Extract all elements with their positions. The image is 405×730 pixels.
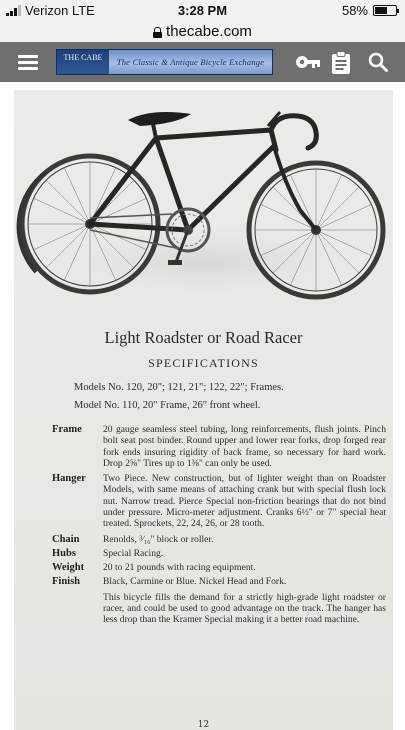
status-right (342, 3, 397, 18)
models-line: Models No. 120, 20"; 121, 21"; 122, 22"; Frames. (74, 382, 284, 393)
catalog-title: Light Roadster or Road Racer (104, 328, 303, 347)
menu-icon[interactable] (18, 55, 38, 70)
site-logo[interactable] (56, 49, 273, 75)
page-content[interactable] (0, 82, 405, 730)
spec-label: Hubs (52, 547, 76, 559)
spec-list (52, 424, 386, 626)
spec-row-chain (52, 534, 386, 546)
battery-icon (373, 5, 397, 16)
clock: 3:28 PM (177, 3, 228, 18)
battery-fill (375, 7, 387, 14)
spec-label: Finish (52, 575, 81, 587)
bike-description: This bicycle fills the demand for a strictly high-grade light roadster or racer, and could be used to good advantage on the track. The hanger has less drop than the Kramer Special making it a better road machine. (103, 591, 386, 626)
spec-row-hanger (52, 473, 386, 529)
spec-row-finish (52, 576, 386, 588)
battery-percent: 58% (341, 3, 368, 18)
search-icon[interactable] (368, 52, 388, 72)
spec-label: Hanger (52, 473, 86, 485)
spec-label: Frame (52, 424, 82, 435)
clipboard-icon[interactable] (331, 51, 351, 75)
spec-text: Renolds, ³⁄₁₆" block or roller. (103, 533, 214, 545)
catalog-scan (14, 90, 393, 730)
spec-row-frame (52, 424, 386, 469)
address-bar[interactable] (0, 20, 405, 42)
spec-text: Two Piece. New construction, but of lighter weight than on Roadster Models, with same means of attaching crank but with special flush lock nut. Narrow tread. Pierce Special non-friction bearings that do not bind under pressure. Micro-meter adjustment. Cranks 6½" or 7" special heat treated. Sprockets, 22, 24, 26, or 28 tooth. (103, 473, 386, 530)
spec-text: Black, Carmine or Blue. Nickel Head and Fork. (103, 575, 287, 587)
spec-row-hubs (52, 548, 386, 560)
specifications-heading: SPECIFICATIONS (148, 356, 259, 370)
spec-row-weight (52, 562, 386, 574)
spec-text: Special Racing. (103, 547, 164, 559)
models-line: Model No. 110, 20" Frame, 26" front wheel. (74, 400, 261, 411)
logo-banner: The Classic & Antique Bicycle Exchange (109, 50, 272, 74)
page-number: 12 (197, 720, 210, 730)
spec-label: Chain (52, 533, 80, 545)
spec-label: Weight (52, 561, 85, 573)
spec-text: 20 to 21 pounds with racing equipment. (103, 561, 256, 573)
lock-icon (153, 27, 162, 38)
logo-badge: THE CABE (57, 50, 109, 74)
spec-text: 20 gauge seamless steel tubing, long reinforcements, flush joints. Pinch bolt seat post binder. Round upper and lower rear forks, drop forged rear fork ends insuring rigidity of back frame, so necessary for hard work. Drop 2⅝" Tires up to 1⅜" can only be used. (103, 424, 386, 469)
site-header (0, 42, 405, 82)
url-domain[interactable]: thecabe.com (166, 22, 252, 40)
carrier-label: Verizon LTE (25, 3, 95, 18)
key-icon[interactable] (295, 52, 321, 72)
status-bar (0, 0, 405, 20)
bicycle-illustration (16, 102, 391, 302)
